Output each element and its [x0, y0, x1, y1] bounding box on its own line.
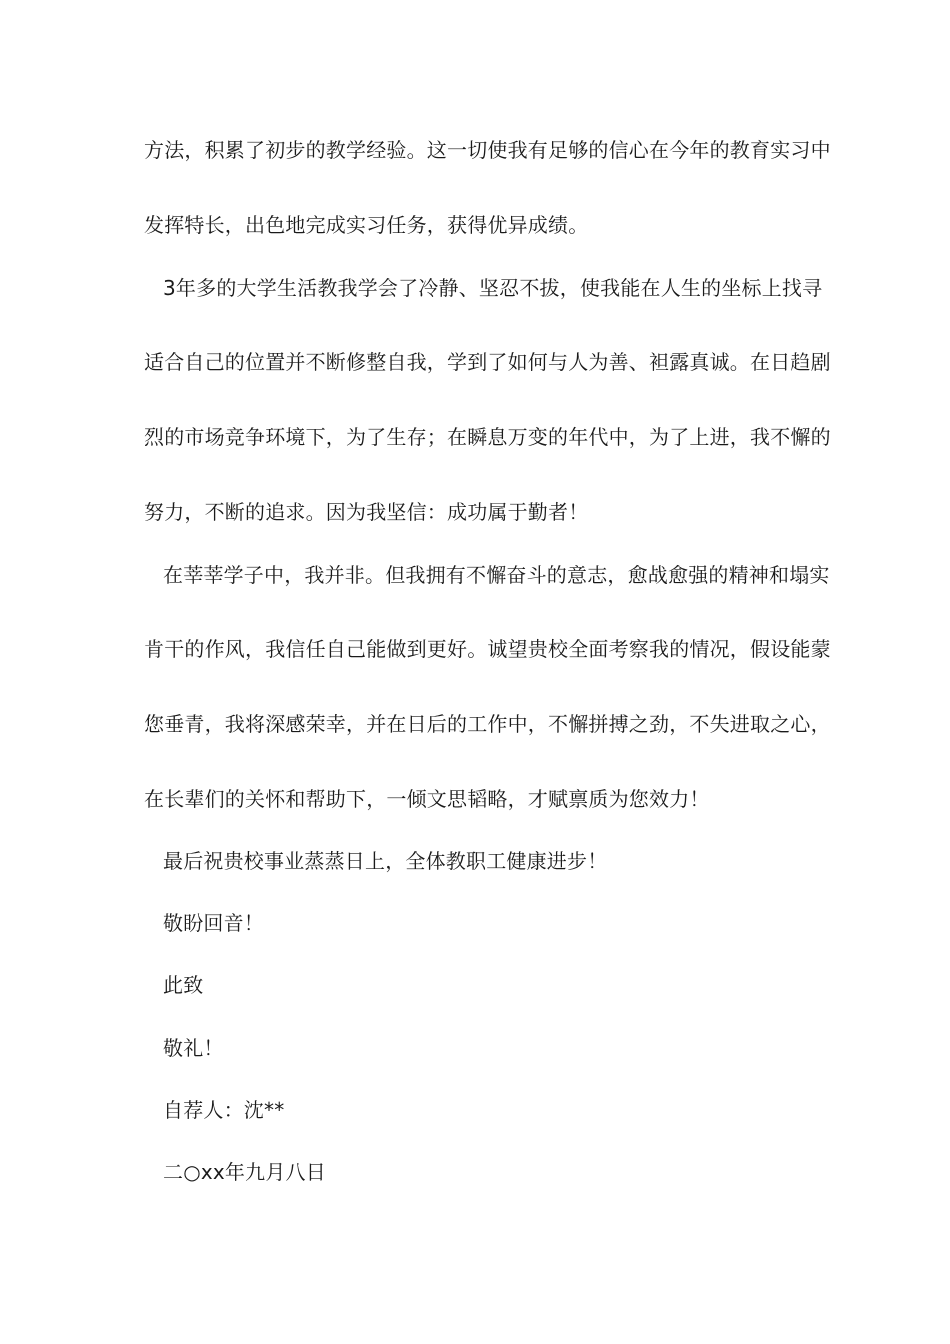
text-line: 方法，积累了初步的教学经验。这一切使我有足够的信心在今年的教育实习中: [144, 138, 831, 162]
text-line: 您垂青，我将深感荣幸，并在日后的工作中，不懈拼搏之劲，不失进取之心，: [144, 712, 831, 736]
salutation-cizhi: 此致: [163, 973, 204, 997]
text-line: 肯干的作风，我信任自己能做到更好。诚望贵校全面考察我的情况，假设能蒙: [144, 637, 831, 661]
text-line: 在长辈们的关怀和帮助下，一倾文思韬略，才赋禀质为您效力！: [144, 787, 710, 811]
text-line: 适合自己的位置并不断修整自我，学到了如何与人为善、袒露真诚。在日趋剧: [144, 350, 831, 374]
text-line: 烈的市场竞争环境下，为了生存；在瞬息万变的年代中，为了上进，我不懈的: [144, 425, 831, 449]
text-line: 发挥特长，出色地完成实习任务，获得优异成绩。: [144, 213, 589, 237]
closing-wish: 最后祝贵校事业蒸蒸日上，全体教职工健康进步！: [163, 849, 608, 873]
text-line: 3年多的大学生活教我学会了冷静、坚忍不拔，使我能在人生的坐标上找寻: [163, 276, 823, 300]
signature-line: 自荐人：沈**: [163, 1098, 285, 1122]
salutation-jingli: 敬礼！: [163, 1036, 224, 1060]
closing-await: 敬盼回音！: [163, 911, 264, 935]
text-line: 在莘莘学子中，我并非。但我拥有不懈奋斗的意志，愈战愈强的精神和塌实: [163, 563, 830, 587]
text-line: 努力，不断的追求。因为我坚信：成功属于勤者！: [144, 500, 589, 524]
date-line: 二○xx年九月八日: [163, 1160, 326, 1184]
